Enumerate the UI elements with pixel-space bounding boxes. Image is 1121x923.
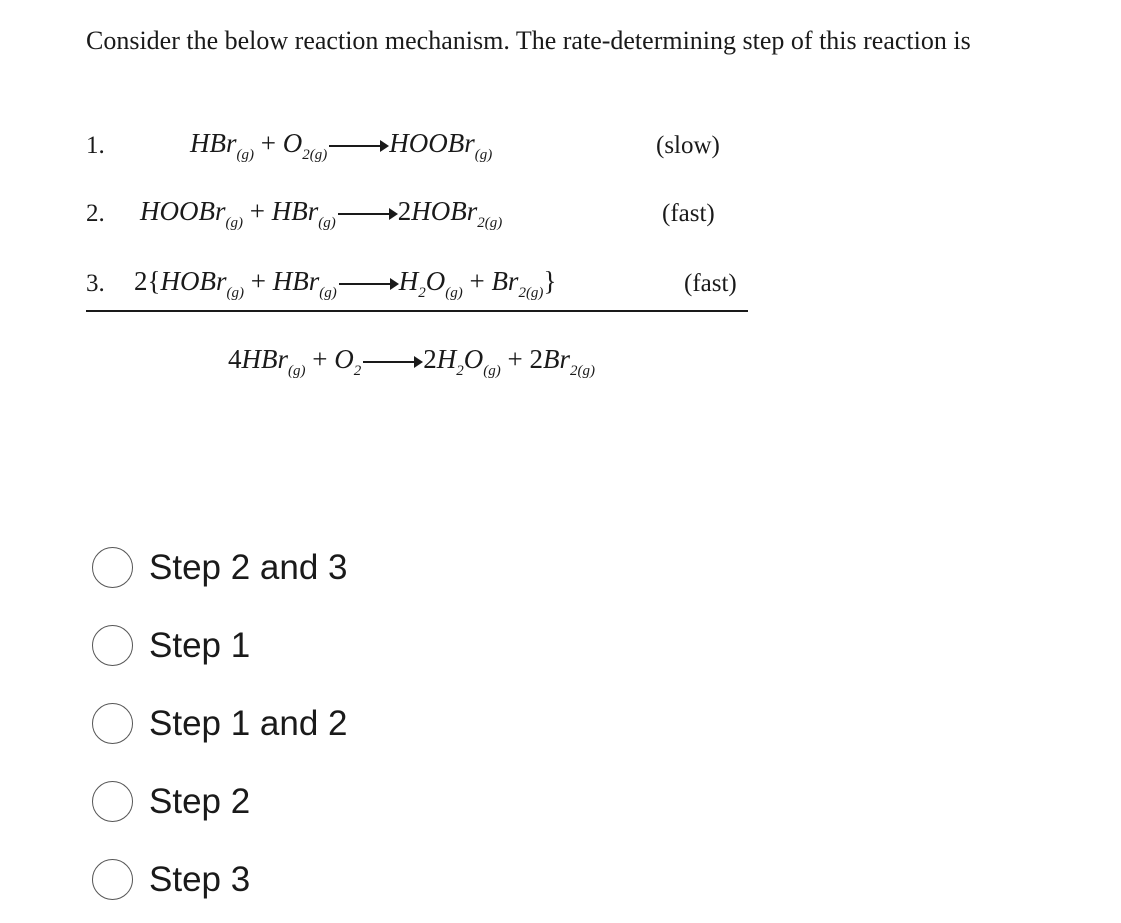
overall-products	[423, 344, 595, 379]
formula-text: O	[425, 266, 446, 296]
formula-text: }	[543, 266, 557, 296]
radio-button[interactable]	[92, 625, 133, 666]
formula-text: HOBr	[411, 196, 478, 226]
step-3-reactants	[134, 266, 337, 301]
radio-button[interactable]	[92, 781, 133, 822]
formula-text: +	[254, 128, 283, 158]
formula-text: HOOBr	[140, 196, 226, 226]
formula-text: 2{	[134, 266, 161, 296]
formula-text: 2	[423, 344, 437, 374]
formula-subscript: (g)	[236, 147, 254, 163]
overall-reactants	[228, 344, 362, 379]
formula-subscript: (g)	[225, 215, 243, 231]
overall-equation	[228, 344, 595, 379]
step-2-reactants	[140, 196, 336, 231]
choice-option[interactable]	[92, 625, 250, 666]
formula-text: +	[500, 344, 530, 374]
formula-subscript: 2(g)	[302, 147, 328, 163]
choice-label: Step 2	[149, 781, 251, 821]
formula-subscript: 2	[353, 363, 362, 379]
formula-text: O	[463, 344, 484, 374]
choice-option[interactable]	[92, 781, 250, 822]
formula-text: Br	[491, 266, 519, 296]
formula-text: 2	[397, 196, 412, 226]
reaction-arrow-icon	[339, 283, 397, 285]
formula-text: HBr	[272, 266, 320, 296]
formula-text: Br	[542, 344, 570, 374]
formula-subscript: 2(g)	[569, 363, 595, 379]
step-1-rate: (slow)	[656, 132, 720, 159]
choice-option[interactable]	[92, 547, 348, 588]
reaction-arrow-icon	[363, 361, 421, 363]
formula-subscript: 2(g)	[477, 215, 503, 231]
formula-text: HBr	[241, 344, 288, 374]
formula-subscript: 2(g)	[518, 285, 544, 301]
step-1-reactants	[190, 128, 328, 163]
choice-option[interactable]	[92, 859, 250, 900]
formula-subscript: (g)	[319, 285, 337, 301]
reaction-arrow-icon	[329, 145, 387, 147]
step-1-equation	[190, 128, 493, 163]
formula-text: +	[243, 196, 272, 226]
sum-divider	[86, 310, 748, 312]
formula-text: HBr	[190, 128, 237, 158]
question-text: Consider the below reaction mechanism. The rate-determining step of this reaction is	[86, 26, 971, 55]
choice-label: Step 2 and 3	[149, 547, 348, 587]
step-3-equation	[134, 266, 557, 301]
formula-text: HBr	[271, 196, 319, 226]
formula-subscript: (g)	[445, 285, 463, 301]
reaction-arrow-icon	[338, 213, 396, 215]
formula-subscript: 2	[418, 285, 426, 301]
formula-text: HOBr	[160, 266, 227, 296]
formula-subscript: (g)	[483, 363, 501, 379]
radio-button[interactable]	[92, 859, 133, 900]
formula-subscript: (g)	[226, 285, 244, 301]
step-2-equation	[140, 196, 503, 231]
radio-button[interactable]	[92, 703, 133, 744]
formula-subscript: (g)	[318, 215, 336, 231]
formula-subscript: (g)	[288, 363, 306, 379]
formula-text: H	[436, 344, 457, 374]
choice-option[interactable]	[92, 703, 348, 744]
step-2-products	[397, 196, 503, 231]
formula-text: +	[462, 266, 492, 296]
formula-text: H	[398, 266, 419, 296]
step-3-rate: (fast)	[684, 270, 737, 297]
step-3-products	[398, 266, 557, 301]
radio-button[interactable]	[92, 547, 133, 588]
step-1-number: 1.	[86, 132, 105, 159]
formula-text: HOOBr	[389, 128, 475, 158]
choice-label: Step 1 and 2	[149, 703, 348, 743]
step-2-rate: (fast)	[662, 200, 715, 227]
step-3-number: 3.	[86, 270, 105, 297]
choice-label: Step 3	[149, 859, 251, 899]
formula-text: 2	[529, 344, 543, 374]
formula-text: +	[243, 266, 273, 296]
formula-text: +	[305, 344, 335, 374]
formula-subscript: (g)	[474, 147, 493, 163]
formula-text: O	[334, 344, 354, 374]
formula-subscript: 2	[456, 363, 464, 379]
step-2-number: 2.	[86, 200, 105, 227]
step-1-products	[389, 128, 493, 163]
formula-text: 4	[228, 344, 242, 374]
formula-text: O	[282, 128, 303, 158]
choice-label: Step 1	[149, 625, 251, 665]
